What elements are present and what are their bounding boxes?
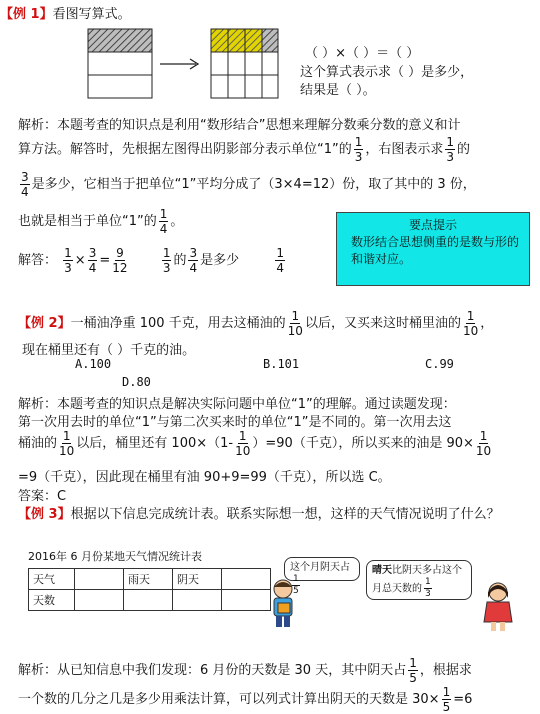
ex2-option-c: C.99 [425, 357, 454, 371]
table-row [29, 590, 271, 611]
times-sign: × [74, 253, 86, 268]
fraction-1-3: $\frac{1}{3}$ [354, 135, 363, 164]
text: ，根据求 [419, 663, 472, 678]
ex1-prompt: 看图写算式。 [52, 7, 131, 22]
text: 这个月阴天占 [290, 562, 350, 573]
text: 算方法。解答时，先根据左图得出阴影部分表示单位“1”的 [18, 142, 352, 157]
text: ， [480, 316, 494, 331]
table-cell [124, 590, 173, 611]
table-cell: 雨天 [124, 569, 173, 590]
fraction-1-5: $\frac{1}{5}$ [293, 574, 299, 596]
fraction-1-10: $\frac{1}{10}$ [287, 309, 303, 338]
fraction-1-4: $\frac{1}{4}$ [159, 207, 168, 236]
fraction-3-4: $\frac{3}{4}$ [88, 246, 97, 275]
ex3-analysis-line2 [18, 686, 472, 713]
ex1-tag: 【例 1】 [0, 7, 53, 22]
text: 解析：从已知信息中我们发现：6 月份的天数是 30 天，其中阴天占 [18, 663, 407, 678]
fraction-1-3: $\frac{1}{3}$ [425, 577, 431, 599]
text: 一桶油净重 100 千克，用去这桶油的 [70, 316, 286, 331]
fraction-1-10: $\frac{1}{10}$ [235, 429, 251, 458]
ex1-question-line2: 结果是（ ）。 [300, 83, 376, 98]
ex1-question-line1: 这个算式表示求（ ）是多少， [300, 65, 474, 80]
table-cell [173, 590, 222, 611]
key-point-title: 要点提示 [408, 218, 457, 232]
text: 的 [173, 253, 187, 268]
ex1-analysis-line4 [18, 208, 183, 235]
fraction-3-4: $\frac{3}{4}$ [189, 246, 198, 275]
ex1-analysis-line2 [18, 136, 470, 163]
fraction-1-10: $\frac{1}{10}$ [475, 429, 492, 458]
text: 也就是相当于单位“1”的 [18, 214, 157, 229]
fraction-3-4: $\frac{3}{4}$ [21, 170, 29, 199]
diagram-right-three-quarters [210, 28, 280, 100]
fraction-1-3: $\frac{1}{3}$ [446, 135, 455, 164]
text: 一个数的几分之几是多少用乘法计算，可以列式计算出阴天的天数是 30× [18, 692, 440, 707]
ex2-tag: 【例 2】 [18, 316, 71, 331]
ex2-analysis-line3 [18, 430, 493, 457]
text: 桶油的 [18, 436, 58, 451]
text: =6 [453, 692, 473, 707]
ex1-blank-equation: （ ）×（ ）＝（ ） [305, 46, 420, 61]
speech-bubble-right [366, 560, 472, 600]
text: 以后，桶里还有 100×（1- [76, 436, 234, 451]
ex2-analysis-line1: 解析：本题考查的知识点是解决实际问题中单位“1”的理解。通过读题发现： [18, 397, 456, 412]
key-point-box [336, 212, 530, 286]
equals-sign: = [99, 253, 111, 268]
ex3-tag: 【例 3】 [18, 507, 71, 522]
fraction-1-10: $\frac{1}{10}$ [462, 309, 479, 338]
ex2-analysis-line4: =9（千克），因此现在桶里有油 90+9=99（千克），所以选 C。 [18, 470, 391, 485]
fraction-9-12: $\frac{9}{12}$ [112, 246, 128, 275]
fraction-1-10: $\frac{1}{10}$ [59, 429, 75, 458]
answer-label: 解答： [18, 253, 58, 268]
ex3-prompt: 根据以下信息完成统计表。联系实际想一想，这样的天气情况说明了什么？ [70, 507, 500, 522]
fraction-1-3: $\frac{1}{3}$ [162, 246, 171, 275]
table-cell: 阴天 [173, 569, 222, 590]
text: 的 [457, 142, 471, 157]
speech-bubble-left [284, 557, 360, 596]
ex2-answer: 答案：C [18, 489, 67, 504]
table-cell: 天气 [29, 569, 75, 590]
text: ）=90（千克），所以买来的油是 90× [252, 436, 474, 451]
ex2-option-d: D.80 [122, 375, 151, 389]
ex2-line2: 现在桶里还有（ ）千克的油。 [22, 343, 196, 358]
fraction-1-5: $\frac{1}{5}$ [442, 685, 451, 714]
ex2-line1 [18, 310, 493, 337]
key-point-body: 数形结合思想侧重的是数与形的和谐对应。 [351, 235, 520, 266]
table-row [29, 569, 271, 590]
ex1-answer-line [18, 247, 287, 274]
weather-stat-table [28, 568, 271, 611]
ex3-line1 [18, 503, 500, 522]
fraction-1-3: $\frac{1}{3}$ [64, 246, 72, 275]
text: 比阴天多占这个月总天数的 [372, 565, 462, 595]
table-cell [75, 569, 124, 590]
girl-illustration [478, 580, 518, 632]
ex1-analysis-line1: 解析：本题考查的知识点是利用“数形结合”思想来理解分数乘分数的意义和计 [18, 118, 461, 133]
stat-table-title: 2016年 6 月份某地天气情况统计表 [28, 550, 202, 563]
ex2-option-b: B.101 [263, 357, 300, 371]
text: 是多少 [200, 253, 240, 268]
table-cell [75, 590, 124, 611]
text: 是多少，它相当于把单位“1”平均分成了（3×4=12）份，取了其中的 3 份， [31, 177, 476, 192]
arrow-right-icon [158, 57, 204, 71]
text: ，右图表示求 [365, 142, 444, 157]
ex2-analysis-line2: 第一次用去时的单位“1”与第二次买来时的单位“1”是不同的。第一次用去这 [18, 415, 452, 430]
ex2-option-a: A.100 [75, 357, 112, 371]
ex1-analysis-line3 [18, 171, 476, 198]
text: 。 [170, 214, 184, 229]
text: 以后，又买来这时桶里油的 [304, 316, 461, 331]
text: 晴天 [372, 565, 392, 576]
ex3-analysis-line1 [18, 657, 472, 684]
fraction-1-4: $\frac{1}{4}$ [276, 246, 285, 275]
ex1-heading [0, 3, 131, 22]
fraction-1-5: $\frac{1}{5}$ [409, 656, 417, 685]
diagram-left-one-third [87, 28, 153, 100]
table-cell: 天数 [29, 590, 75, 611]
